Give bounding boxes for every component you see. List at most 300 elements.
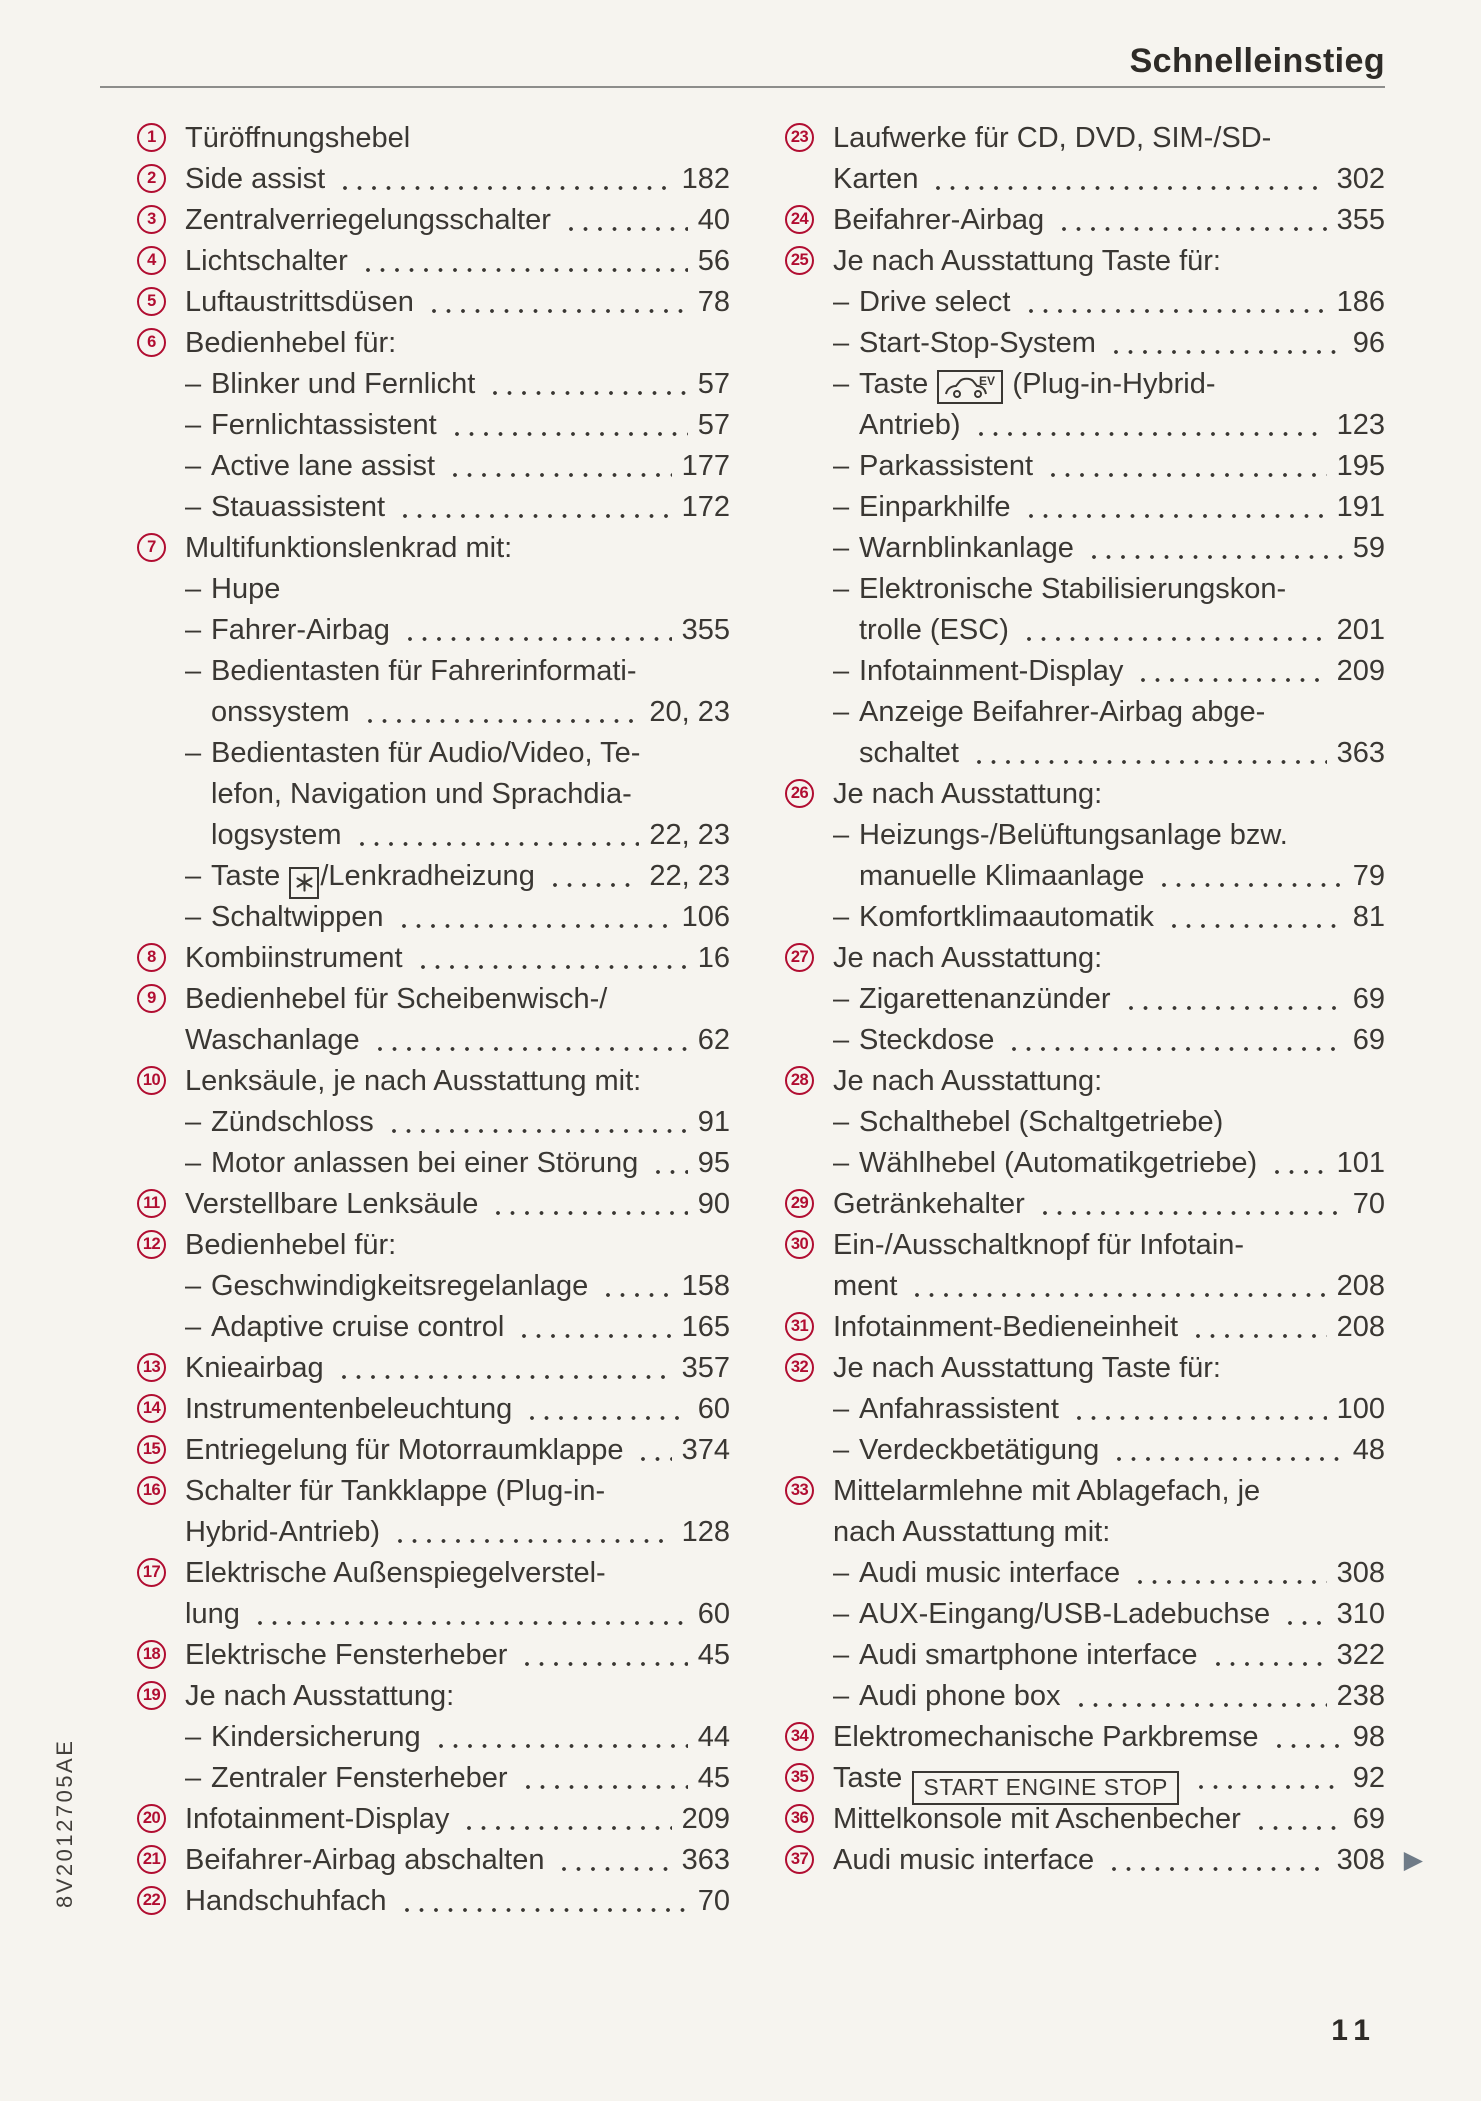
badge-spacer [785,738,814,767]
entry-text: – Blinker und Fernlicht [185,364,475,405]
sub-item-dash: – [833,327,850,359]
leader-dots [1134,1553,1326,1594]
page-number: 238 [1336,1680,1385,1712]
entry-text: – Zentraler Fensterheber [185,1758,508,1799]
sub-item-dash: – [185,1106,202,1138]
item-number-badge: 28 [785,1066,814,1095]
entry-text: nach Ausstattung mit: [833,1516,1111,1548]
leader-dots [428,282,688,323]
toc-line [137,1266,730,1307]
badge-spacer [785,287,814,316]
badge-spacer [137,1517,166,1546]
entry-text: – Parkassistent [833,446,1033,487]
sub-item-dash: – [833,491,850,523]
toc-line [785,1102,1385,1143]
entry-text: Instrumentenbeleuchtung [185,1393,513,1425]
toc-line [137,1881,730,1922]
entry-text: – Anfahrassistent [833,1389,1059,1430]
toc-line [137,528,730,569]
toc-line [137,1717,730,1758]
entry-text: Lenksäule, je nach Ausstattung mit: [185,1065,642,1097]
page-number: 177 [681,450,730,482]
page-number: 40 [697,204,730,236]
toc-line [137,856,730,897]
badge-spacer [137,1107,166,1136]
badge-spacer [137,451,166,480]
badge-spacer [137,1763,166,1792]
page-number: 158 [681,1270,730,1302]
toc-line [785,487,1385,528]
leader-dots [463,1799,671,1840]
leader-dots [1110,323,1343,364]
page-number: 60 [697,1598,730,1630]
toc-line [785,1799,1385,1840]
ev-mode-key-icon [937,370,1003,404]
leader-dots [1025,282,1327,323]
item-number-badge: 18 [137,1640,166,1669]
leader-dots [932,159,1326,200]
page-number: 128 [681,1516,730,1548]
entry-text: – Warnblinkanlage [833,528,1074,569]
sub-item-dash: – [833,532,850,564]
page-number: 78 [697,286,730,318]
entry-text: Elektrische Fensterheber [185,1639,508,1671]
toc-line [785,1840,1423,1881]
toc-line [137,569,730,610]
entry-text: – Bedientasten für Audio/Video, Te- [185,733,640,774]
badge-spacer [137,410,166,439]
badge-spacer [785,574,814,603]
start-engine-stop-key: START ENGINE STOP [912,1771,1179,1805]
entry-text: schaltet [859,737,959,769]
entry-text: – Einparkhilfe [833,487,1011,528]
leader-dots [489,364,687,405]
page-number: 79 [1352,860,1385,892]
sub-item-dash: – [185,860,202,892]
toc-line [785,897,1385,938]
page-number: 91 [697,1106,730,1138]
leader-dots [339,159,671,200]
toc-line [785,1471,1385,1512]
page-number: 302 [1336,163,1385,195]
badge-spacer [785,697,814,726]
leader-dots [388,1102,688,1143]
sub-item-dash: – [833,368,850,400]
item-number-badge: 32 [785,1353,814,1382]
sub-item-dash: – [185,409,202,441]
page-number: 56 [697,245,730,277]
toc-line [137,651,730,692]
page-number: 172 [681,491,730,523]
badge-spacer [785,369,814,398]
page-number: 101 [1336,1147,1385,1179]
leader-dots [451,405,688,446]
toc-line [137,979,730,1020]
page-number: 22, 23 [649,819,730,851]
sub-item-dash: – [185,573,202,605]
toc-line [785,282,1385,323]
badge-spacer [785,1394,814,1423]
entry-text: Audi music interface [833,1844,1095,1876]
leader-dots [435,1717,688,1758]
entry-text: Taste START ENGINE STOP [833,1758,1181,1805]
item-number-badge: 8 [137,943,166,972]
entry-text: Handschuhfach [185,1885,387,1917]
badge-spacer [137,697,166,726]
toc-line [137,1348,730,1389]
toc-line [785,1635,1385,1676]
page-number: 69 [1352,1803,1385,1835]
leader-dots [602,1266,671,1307]
header-rule [100,86,1385,88]
item-number-badge: 14 [137,1394,166,1423]
sub-item-dash: – [833,1393,850,1425]
toc-line [137,692,730,733]
entry-text: – Kindersicherung [185,1717,421,1758]
sub-item-dash: – [185,1270,202,1302]
toc-line [137,897,730,938]
entry-text: Beifahrer-Airbag [833,204,1045,236]
entry-text: Infotainment-Display [185,1803,450,1835]
item-number-badge: 36 [785,1804,814,1833]
entry-text: Verstellbare Lenksäule [185,1188,479,1220]
leader-dots [364,692,640,733]
page-number: 308 [1336,1844,1385,1876]
badge-spacer [137,1271,166,1300]
page-number: 106 [681,901,730,933]
document-code-vertical: 8V2012705AE [52,1738,77,1908]
entry-text: Hybrid-Antrieb) [185,1516,380,1548]
entry-text: – Start-Stop-System [833,323,1096,364]
toc-line [785,856,1385,897]
toc-line [785,1389,1385,1430]
toc-line [137,241,730,282]
toc-line [137,733,730,774]
entry-text: Bedienhebel für: [185,327,397,359]
entry-text: Je nach Ausstattung: [833,942,1103,974]
badge-spacer [137,1722,166,1751]
leader-dots [1137,651,1326,692]
badge-spacer [785,410,814,439]
item-number-badge: 35 [785,1763,814,1792]
item-number-badge: 3 [137,205,166,234]
toc-line [785,528,1385,569]
toc-line [785,1266,1385,1307]
toc-line [137,1102,730,1143]
item-number-badge: 29 [785,1189,814,1218]
item-number-badge: 25 [785,246,814,275]
toc-line [137,1635,730,1676]
toc-line [785,159,1385,200]
item-number-badge: 37 [785,1845,814,1874]
entry-text: logsystem [211,819,342,851]
page-title: Schnelleinstieg [1129,42,1385,80]
entry-text: Elektrische Außenspiegelverstel- [185,1557,606,1589]
leader-dots [565,200,688,241]
entry-text: – Audi phone box [833,1676,1061,1717]
leader-dots [518,1307,671,1348]
badge-spacer [785,451,814,480]
entry-text: Elektromechanische Parkbremse [833,1721,1259,1753]
page-number: 357 [681,1352,730,1384]
badge-spacer [785,492,814,521]
page-number: 310 [1336,1598,1385,1630]
page-number: 69 [1352,983,1385,1015]
entry-text: Luftaustrittsdüsen [185,286,414,318]
toc-line [785,1594,1385,1635]
page-number: 100 [1336,1393,1385,1425]
leader-dots [1195,1758,1343,1799]
badge-spacer [785,1599,814,1628]
page-number: 90 [697,1188,730,1220]
toc-line [137,1184,730,1225]
sub-item-dash: – [185,655,202,687]
toc-line [137,1553,730,1594]
leader-dots [1023,610,1327,651]
page-number: 22, 23 [649,860,730,892]
entry-text: – Komfortklimaautomatik [833,897,1154,938]
entry-text: – Motor anlassen bei einer Störung [185,1143,638,1184]
badge-spacer [137,369,166,398]
entry-text: – Anzeige Beifahrer-Airbag abge- [833,692,1265,733]
entry-text: Je nach Ausstattung Taste für: [833,245,1221,277]
page-number: 62 [697,1024,730,1056]
sub-item-dash: – [833,1147,850,1179]
leader-dots [338,1348,672,1389]
toc-line [785,200,1385,241]
leader-dots [1108,1840,1326,1881]
entry-text: Kombiinstrument [185,942,403,974]
item-number-badge: 26 [785,779,814,808]
toc-line [137,405,730,446]
leader-dots [652,1143,688,1184]
badge-spacer [137,615,166,644]
leader-dots [449,446,672,487]
leader-dots [254,1594,688,1635]
toc-line [137,364,730,405]
badge-spacer [137,1599,166,1628]
badge-spacer [785,1517,814,1546]
asterisk-glyph [295,873,314,892]
toc-line [785,118,1385,159]
item-number-badge: 23 [785,123,814,152]
toc-line [137,1840,730,1881]
toc-line [137,159,730,200]
entry-text: – Bedientasten für Fahrerinformati- [185,651,637,692]
entry-text: Je nach Ausstattung: [833,778,1103,810]
badge-spacer [785,1435,814,1464]
badge-spacer [785,164,814,193]
leader-dots [521,1635,687,1676]
sub-item-dash: – [833,450,850,482]
badge-spacer [785,861,814,890]
entry-text: – Taste /Lenkradheizung [185,856,535,899]
badge-spacer [137,492,166,521]
entry-text: – Elektronische Stabilisierungskon- [833,569,1286,610]
badge-spacer [137,902,166,931]
toc-line [137,1594,730,1635]
leader-dots [399,487,672,528]
toc-line [137,1061,730,1102]
entry-text: Infotainment-Bedieneinheit [833,1311,1179,1343]
leader-dots [637,1430,671,1471]
page-number: 16 [697,942,730,974]
badge-spacer [137,656,166,685]
entry-text: Je nach Ausstattung: [833,1065,1103,1097]
toc-line [785,364,1385,405]
toc-line [785,1143,1385,1184]
leader-dots [558,1840,671,1881]
item-number-badge: 22 [137,1886,166,1915]
toc-line [137,118,730,159]
entry-text: – Taste EV (Plug-in-Hybrid- [833,364,1215,405]
badge-spacer [785,1558,814,1587]
entry-text: – Geschwindigkeitsregelanlage [185,1266,588,1307]
toc-line [785,938,1385,979]
toc-column-left [137,118,730,1922]
toc-line [137,1225,730,1266]
page-number: 374 [681,1434,730,1466]
entry-text: – Hupe [185,569,280,610]
item-number-badge: 2 [137,164,166,193]
badge-spacer [785,615,814,644]
leader-dots [1039,1184,1343,1225]
sub-item-dash: – [185,1721,202,1753]
page-number: 186 [1336,286,1385,318]
toc-line [785,323,1385,364]
entry-text: Entriegelung für Motorraumklappe [185,1434,624,1466]
item-number-badge: 21 [137,1845,166,1874]
entry-text: – Fahrer-Airbag [185,610,390,651]
item-number-badge: 6 [137,328,166,357]
entry-text: – Steckdose [833,1020,994,1061]
entry-text: Laufwerke für CD, DVD, SIM-/SD- [833,122,1272,154]
leader-dots [1088,528,1343,569]
page-number: 208 [1336,1270,1385,1302]
entry-text: – Schaltwippen [185,897,384,938]
entry-text: Türöffnungshebel [185,122,411,154]
page-number: 209 [681,1803,730,1835]
toc-line [137,1799,730,1840]
page-number: 92 [1352,1762,1385,1794]
entry-text: Bedienhebel für: [185,1229,397,1261]
page-number: 45 [697,1762,730,1794]
badge-spacer [137,574,166,603]
page-number: 209 [1336,655,1385,687]
leader-dots [1158,856,1342,897]
toc-line [785,774,1385,815]
page-number: 363 [1336,737,1385,769]
sub-item-dash: – [833,819,850,851]
page-number: 191 [1336,491,1385,523]
page-number: 165 [681,1311,730,1343]
toc-line [785,1758,1385,1799]
toc-line [137,1389,730,1430]
page-number: 45 [697,1639,730,1671]
badge-spacer [785,1025,814,1054]
page-number: 123 [1336,409,1385,441]
page-continues-arrow-icon: ▶ [1403,1846,1423,1874]
toc-line [785,1717,1385,1758]
badge-spacer [137,1025,166,1054]
sub-item-dash: – [833,1680,850,1712]
toc-line [785,979,1385,1020]
item-number-badge: 24 [785,205,814,234]
leader-dots [973,733,1327,774]
entry-text: – Zündschloss [185,1102,374,1143]
sub-item-dash: – [185,1147,202,1179]
entry-text: – Wählhebel (Automatikgetriebe) [833,1143,1257,1184]
toc-line [137,1471,730,1512]
sub-item-dash: – [185,1762,202,1794]
badge-spacer [785,984,814,1013]
badge-spacer [785,533,814,562]
sub-item-dash: – [185,450,202,482]
page-number: 95 [697,1147,730,1179]
toc-line [137,282,730,323]
badge-spacer [785,1271,814,1300]
page-number: 363 [681,1844,730,1876]
page-number: 355 [1336,204,1385,236]
toc-line [137,1020,730,1061]
leader-dots [1255,1799,1343,1840]
page-number: 208 [1336,1311,1385,1343]
toc-line [785,569,1385,610]
leader-dots [1073,1389,1327,1430]
item-number-badge: 1 [137,123,166,152]
leader-dots [356,815,640,856]
leader-dots [1273,1717,1343,1758]
page-number: 355 [681,614,730,646]
toc-line [785,241,1385,282]
entry-text: – Fernlichtassistent [185,405,437,446]
badge-spacer [137,779,166,808]
entry-text: – Infotainment-Display [833,651,1123,692]
page-number: 44 [697,1721,730,1753]
badge-spacer [785,1148,814,1177]
item-number-badge: 10 [137,1066,166,1095]
toc-line [785,610,1385,651]
entry-text: Bedienhebel für Scheibenwisch-/ [185,983,608,1015]
item-number-badge: 27 [785,943,814,972]
page-number: 48 [1352,1434,1385,1466]
sub-item-dash: – [833,1106,850,1138]
leader-dots [374,1020,688,1061]
badge-spacer [137,1312,166,1341]
entry-text: – Heizungs-/Belüftungsanlage bzw. [833,815,1288,856]
leader-dots [401,1881,688,1922]
entry-text: – Drive select [833,282,1011,323]
sub-item-dash: – [833,696,850,728]
item-number-badge: 9 [137,984,166,1013]
leader-dots [394,1512,672,1553]
toc-line [785,733,1385,774]
leader-dots [1047,446,1327,487]
toc-line [785,651,1385,692]
entry-text: Je nach Ausstattung Taste für: [833,1352,1221,1384]
page-number: 70 [697,1885,730,1917]
page-number: 57 [697,409,730,441]
entry-text: Waschanlage [185,1024,360,1056]
badge-spacer [785,902,814,931]
item-number-badge: 20 [137,1804,166,1833]
item-number-badge: 4 [137,246,166,275]
entry-text: – Audi music interface [833,1553,1120,1594]
entry-text: Antrieb) [859,409,961,441]
page-number: 70 [1352,1188,1385,1220]
entry-text: – AUX-Eingang/USB-Ladebuchse [833,1594,1270,1635]
page-number: 322 [1336,1639,1385,1671]
